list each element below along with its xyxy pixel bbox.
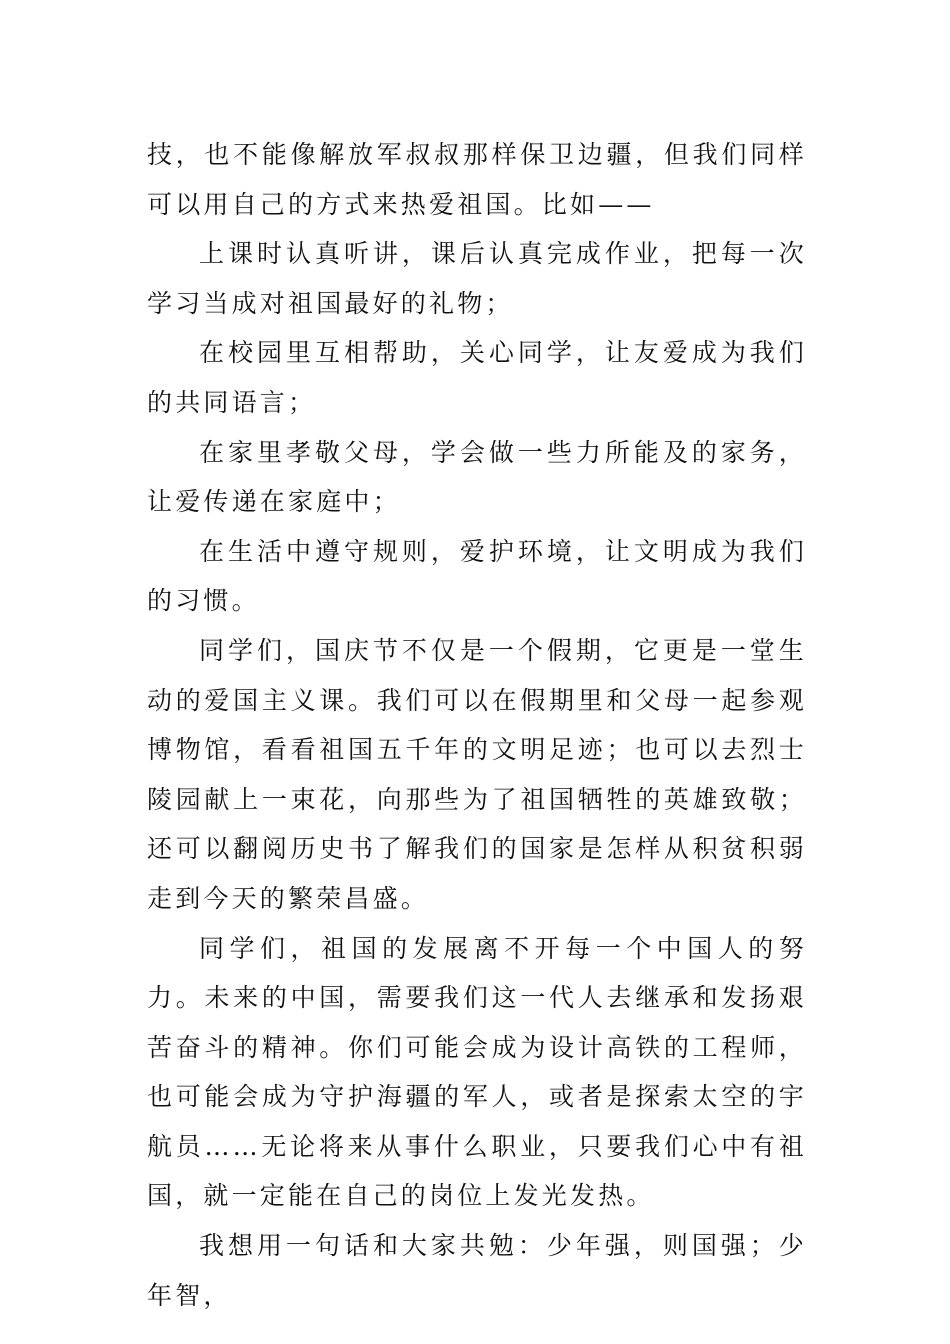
paragraph: 同学们，祖国的发展离不开每一个中国人的努力。未来的中国，需要我们这一代人去继承和发扬艰苦奋斗的精神。你们可能会成为设计高铁的工程师，也可能会成为守护海疆的军人，或者是探索太空的宇航员……无论将来从事什么职业，只要我们心中有祖国，就一定能在自己的岗位上发光发热。: [147, 933, 807, 1211]
paragraph: 在家里孝敬父母，学会做一些力所能及的家务，让爱传递在家庭中；: [147, 437, 807, 517]
paragraph: 我想用一句话和大家共勉：少年强，则国强；少年智，: [147, 1231, 807, 1310]
paragraph: 技，也不能像解放军叔叔那样保卫边疆，但我们同样可以用自己的方式来热爱祖国。比如——: [147, 140, 807, 219]
paragraph: 同学们，国庆节不仅是一个假期，它更是一堂生动的爱国主义课。我们可以在假期里和父母一起参观博物馆，看看祖国五千年的文明足迹；也可以去烈士陵园献上一束花，向那些为了祖国牺牲的英雄致敬；还可以翻阅历史书了解我们的国家是怎样从积贫积弱走到今天的繁荣昌盛。: [147, 635, 807, 913]
document-body: [147, 130, 807, 1320]
paragraph: 在生活中遵守规则，爱护环境，让文明成为我们的习惯。: [147, 536, 807, 616]
paragraph: 上课时认真听讲，课后认真完成作业，把每一次学习当成对祖国最好的礼物；: [147, 239, 807, 318]
paragraph: 在校园里互相帮助，关心同学，让友爱成为我们的共同语言；: [147, 338, 807, 417]
